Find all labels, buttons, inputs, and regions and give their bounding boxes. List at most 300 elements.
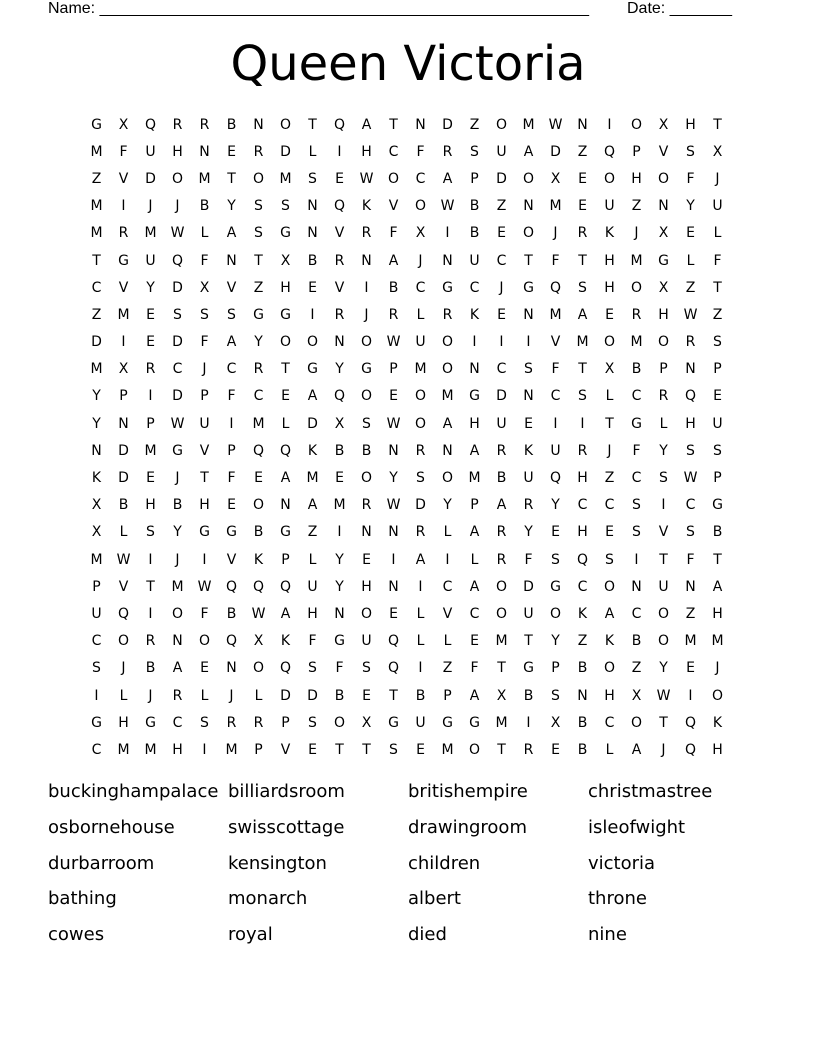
grid-letter: H [172,741,183,758]
grid-letter: M [630,252,643,269]
grid-letter: M [441,741,454,758]
grid-letter: B [118,497,129,514]
grid-letter: O [657,170,670,187]
grid-letter: R [523,741,534,758]
grid-letter: I [607,116,612,133]
grid-letter: N [442,252,453,269]
grid-letter: Q [333,198,346,215]
grid-letter: M [252,415,265,432]
grid-letter: T [92,252,101,269]
grid-letter: C [91,279,102,296]
grid-letter: R [577,442,588,459]
grid-letter: A [226,334,237,351]
grid-letter: N [226,660,237,677]
grid-letter: S [686,442,695,459]
word-bank-item: osbornehouse [48,816,175,838]
grid-letter: S [713,334,722,351]
grid-letter: E [146,470,155,487]
grid-letter: H [577,524,588,541]
grid-letter: K [469,306,480,323]
grid-letter: Z [631,198,642,215]
grid-letter: C [496,252,507,269]
grid-letter: B [496,470,507,487]
grid-letter: M [306,470,319,487]
word-bank-item: children [408,852,481,874]
grid-letter: G [145,714,156,731]
grid-letter: S [254,225,263,242]
grid-letter: M [279,170,292,187]
grid-letter: L [119,524,128,541]
grid-letter: O [252,497,265,514]
grid-letter: L [686,252,695,269]
grid-letter: H [361,578,372,595]
grid-letter: A [226,225,237,242]
grid-letter: R [388,306,399,323]
grid-letter: X [334,415,345,432]
grid-letter: M [549,198,562,215]
grid-letter: F [551,252,560,269]
word-bank-item: drawingroom [408,816,527,838]
grid-letter: I [445,225,450,242]
grid-letter: X [91,524,102,541]
grid-letter: N [577,687,588,704]
grid-letter: O [495,116,508,133]
grid-letter: A [631,741,642,758]
grid-letter: S [713,442,722,459]
grid-letter: K [280,633,291,650]
grid-letter: A [307,388,318,405]
grid-letter: O [495,605,508,622]
grid-row [83,519,731,546]
grid-letter: S [578,388,587,405]
grid-letter: E [578,170,587,187]
grid-letter: P [713,470,722,487]
grid-letter: O [360,605,373,622]
grid-letter: U [712,415,723,432]
grid-letter: O [117,633,130,650]
grid-letter: I [499,334,504,351]
grid-letter: Q [549,470,562,487]
grid-letter: X [712,143,723,160]
grid-letter: E [335,470,344,487]
grid-letter: N [91,442,102,459]
grid-letter: R [145,633,156,650]
grid-letter: E [389,388,398,405]
grid-letter: S [551,551,560,568]
grid-letter: O [387,170,400,187]
grid-letter: O [657,334,670,351]
grid-letter: E [578,198,587,215]
grid-letter: K [307,442,318,459]
grid-letter: V [334,225,345,242]
grid-letter: X [253,633,264,650]
grid-letter: L [200,225,209,242]
grid-letter: N [469,361,480,378]
grid-row [83,111,731,138]
grid-letter: U [91,605,102,622]
grid-letter: C [631,470,642,487]
grid-letter: R [496,551,507,568]
grid-letter: C [631,605,642,622]
word-bank-item: bathing [48,888,117,910]
word-bank-item: cowes [48,924,105,946]
grid-letter: E [335,170,344,187]
grid-letter: L [443,524,452,541]
grid-letter: L [713,225,722,242]
grid-letter: J [229,687,234,704]
grid-letter: B [145,660,156,677]
grid-letter: O [414,388,427,405]
grid-letter: O [630,116,643,133]
grid-letter: T [578,361,587,378]
grid-letter: J [553,225,558,242]
grid-letter: I [121,334,126,351]
grid-letter: A [496,497,507,514]
grid-letter: B [307,252,318,269]
grid-letter: G [361,361,372,378]
grid-letter: T [713,116,722,133]
grid-letter: C [91,741,102,758]
grid-letter: T [524,252,533,269]
grid-letter: T [497,741,506,758]
grid-letter: W [170,415,185,432]
grid-letter: D [172,279,183,296]
grid-letter: N [307,198,318,215]
grid-letter: B [577,660,588,677]
word-bank-item: albert [408,888,461,910]
grid-letter: B [415,687,426,704]
word-bank-item: victoria [588,852,656,874]
grid-row [83,600,731,627]
grid-letter: G [118,252,129,269]
grid-letter: S [362,415,371,432]
grid-letter: S [200,306,209,323]
grid-letter: W [386,334,401,351]
grid-letter: N [388,524,399,541]
grid-letter: M [144,442,157,459]
grid-letter: O [306,334,319,351]
word-bank-item: britishempire [408,781,528,802]
grid-letter: F [200,334,209,351]
grid-letter: Z [469,116,480,133]
grid-letter: K [604,225,615,242]
grid-letter: J [148,198,153,215]
grid-letter: D [280,143,291,160]
grid-letter: A [469,578,480,595]
grid-letter: T [308,116,317,133]
grid-letter: Z [685,279,696,296]
grid-letter: Y [551,497,560,514]
grid-letter: G [658,252,669,269]
grid-letter: L [443,633,452,650]
grid-letter: N [388,442,399,459]
grid-letter: O [603,170,616,187]
grid-letter: P [389,361,398,378]
grid-letter: T [497,660,506,677]
grid-letter: C [631,388,642,405]
grid-letter: B [712,524,723,541]
grid-letter: X [361,714,372,731]
grid-letter: I [688,687,693,704]
grid-letter: T [605,415,614,432]
grid-letter: P [254,741,263,758]
grid-letter: G [469,714,480,731]
grid-letter: K [361,198,372,215]
grid-letter: V [118,170,129,187]
grid-letter: B [253,524,264,541]
grid-letter: I [337,524,342,541]
grid-letter: Z [91,170,102,187]
grid-row [83,383,731,410]
grid-letter: S [146,524,155,541]
grid-letter: V [199,442,210,459]
grid-letter: S [470,143,479,160]
grid-letter: W [116,551,131,568]
grid-letter: L [416,306,425,323]
grid-letter: R [523,497,534,514]
grid-letter: O [522,225,535,242]
grid-letter: U [199,415,210,432]
grid-letter: Q [684,741,697,758]
grid-letter: F [200,605,209,622]
grid-letter: T [659,714,668,731]
grid-letter: E [227,497,236,514]
grid-letter: H [604,279,615,296]
grid-letter: N [280,497,291,514]
grid-letter: E [281,388,290,405]
grid-letter: G [523,279,534,296]
grid-letter: E [389,605,398,622]
grid-letter: D [280,687,291,704]
grid-letter: E [551,524,560,541]
grid-letter: H [307,605,318,622]
grid-letter: A [442,415,453,432]
grid-letter: J [715,660,720,677]
grid-letter: D [172,388,183,405]
grid-letter: R [577,225,588,242]
grid-letter: F [227,470,236,487]
grid-letter: Y [686,198,695,215]
grid-letter: G [631,415,642,432]
grid-letter: W [683,470,698,487]
grid-letter: M [171,578,184,595]
grid-letter: C [577,578,588,595]
grid-letter: E [308,279,317,296]
grid-letter: R [496,524,507,541]
grid-letter: F [200,252,209,269]
grid-letter: F [308,633,317,650]
grid-letter: L [200,687,209,704]
grid-letter: H [604,687,615,704]
grid-letter: L [308,551,317,568]
grid-letter: E [551,741,560,758]
grid-letter: W [656,687,671,704]
grid-letter: E [713,388,722,405]
grid-letter: D [496,170,507,187]
grid-row [83,464,731,491]
grid-letter: N [118,415,129,432]
grid-letter: O [522,170,535,187]
grid-letter: M [90,198,103,215]
grid-letter: N [226,252,237,269]
grid-letter: Q [144,116,157,133]
grid-letter: I [148,551,153,568]
grid-letter: I [526,334,531,351]
grid-letter: J [121,660,126,677]
grid-letter: U [496,415,507,432]
grid-letter: M [225,741,238,758]
grid-letter: I [526,714,531,731]
grid-letter: O [603,660,616,677]
word-bank-item: isleofwight [588,816,686,838]
grid-letter: V [658,524,669,541]
grid-row [83,492,731,519]
grid-letter: R [172,116,183,133]
grid-letter: H [658,306,669,323]
grid-letter: Q [252,578,265,595]
grid-row [83,736,731,763]
grid-letter: E [146,306,155,323]
grid-letter: Z [91,306,102,323]
grid-letter: B [577,741,588,758]
grid-letter: B [469,198,480,215]
grid-letter: G [307,361,318,378]
grid-letter: Y [551,633,560,650]
grid-letter: X [604,361,615,378]
grid-letter: P [281,714,290,731]
grid-letter: B [226,116,237,133]
grid-row [83,329,731,356]
grid-letter: A [307,497,318,514]
grid-letter: F [335,660,344,677]
grid-letter: U [361,633,372,650]
grid-letter: T [254,252,263,269]
grid-letter: I [418,578,423,595]
grid-letter: H [145,497,156,514]
grid-letter: M [441,388,454,405]
grid-letter: E [227,143,236,160]
grid-letter: I [634,551,639,568]
grid-letter: O [603,578,616,595]
grid-row [83,193,731,220]
grid-letter: Z [631,660,642,677]
grid-letter: O [360,388,373,405]
grid-letter: A [388,252,399,269]
grid-letter: R [361,225,372,242]
grid-letter: M [549,306,562,323]
grid-letter: M [684,633,697,650]
grid-letter: N [388,578,399,595]
grid-letter: M [144,225,157,242]
grid-letter: P [443,687,452,704]
grid-letter: S [686,143,695,160]
grid-letter: Z [496,198,507,215]
word-search-grid [83,111,731,764]
grid-letter: J [634,225,639,242]
grid-letter: L [119,687,128,704]
grid-letter: X [118,116,129,133]
grid-letter: I [391,551,396,568]
grid-letter: M [495,633,508,650]
grid-letter: Q [684,714,697,731]
grid-letter: R [658,388,669,405]
grid-letter: I [553,415,558,432]
grid-letter: Y [389,470,398,487]
grid-letter: K [712,714,723,731]
grid-letter: E [497,306,506,323]
grid-letter: H [604,252,615,269]
word-bank-item: durbarroom [48,852,155,874]
grid-letter: N [361,252,372,269]
grid-letter: B [523,687,534,704]
grid-letter: W [440,198,455,215]
grid-letter: W [386,415,401,432]
word-bank-item: swisscottage [228,816,345,838]
grid-letter: U [550,442,561,459]
grid-letter: M [414,361,427,378]
grid-letter: G [172,442,183,459]
grid-letter: A [469,524,480,541]
grid-letter: H [577,470,588,487]
word-bank-item: nine [588,924,627,946]
page-title: Queen Victoria [230,36,586,92]
grid-letter: O [333,714,346,731]
grid-letter: Q [279,442,292,459]
grid-letter: D [523,578,534,595]
grid-letter: F [119,143,128,160]
grid-letter: D [307,687,318,704]
grid-letter: B [334,687,345,704]
grid-letter: M [468,470,481,487]
grid-row [83,655,731,682]
grid-letter: I [472,334,477,351]
grid-letter: S [362,660,371,677]
grid-letter: C [496,361,507,378]
grid-letter: Q [684,388,697,405]
grid-letter: H [361,143,372,160]
grid-letter: T [200,470,209,487]
grid-letter: F [416,143,425,160]
grid-letter: C [226,361,237,378]
grid-letter: J [175,198,180,215]
grid-letter: U [712,198,723,215]
grid-letter: H [469,415,480,432]
grid-letter: L [416,605,425,622]
grid-letter: G [199,524,210,541]
grid-letter: F [389,225,398,242]
word-bank-item: royal [228,924,273,946]
grid-letter: G [91,116,102,133]
grid-letter: R [496,442,507,459]
grid-letter: V [280,741,291,758]
grid-letter: P [119,388,128,405]
grid-letter: V [388,198,399,215]
grid-letter: F [686,170,695,187]
grid-letter: R [415,442,426,459]
grid-letter: P [146,415,155,432]
grid-letter: U [145,143,156,160]
grid-letter: M [576,334,589,351]
grid-letter: C [91,633,102,650]
grid-letter: C [469,279,480,296]
grid-letter: H [280,279,291,296]
grid-letter: N [685,361,696,378]
grid-row [83,628,731,655]
grid-letter: P [659,361,668,378]
grid-letter: U [415,334,426,351]
grid-letter: T [362,741,371,758]
grid-letter: A [469,687,480,704]
